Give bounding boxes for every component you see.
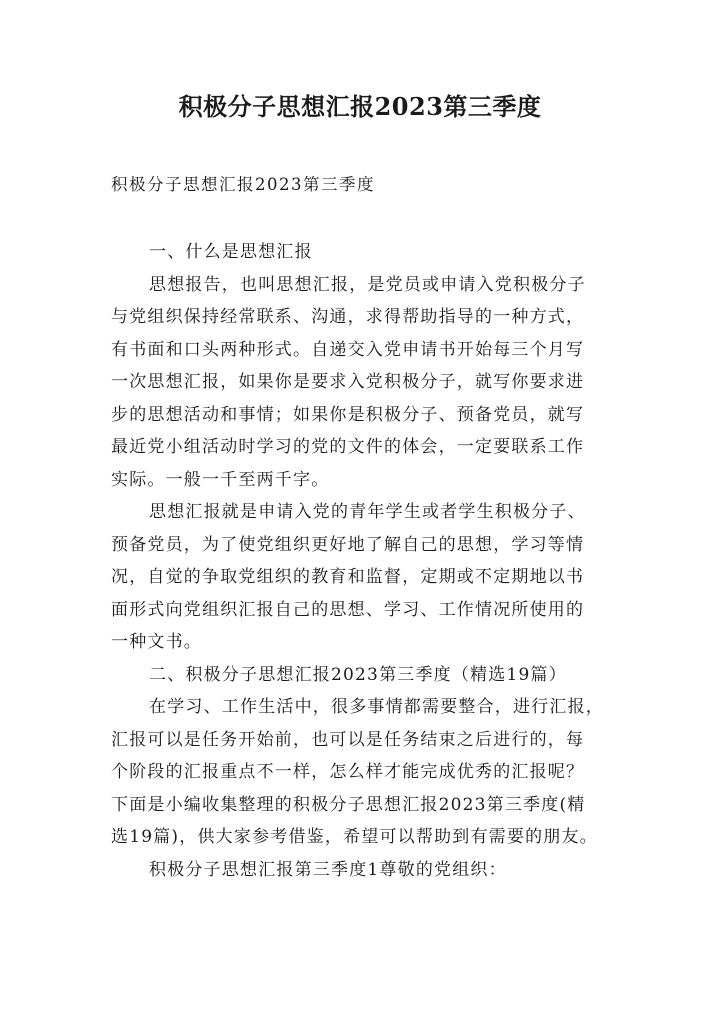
section-heading: 一、什么是思想汇报 <box>149 242 313 262</box>
section-heading: 二、积极分子思想汇报2023第三季度（精选19篇） <box>149 664 567 685</box>
paragraph-line: 步的思想活动和事情；如果你是积极分子、预备党员，就写 <box>111 404 585 425</box>
paragraph-line: 个阶段的汇报重点不一样，怎么样才能完成优秀的汇报呢？ <box>111 762 585 782</box>
paragraph-line: 一次思想汇报，如果你是要求入党积极分子，就写你要求进 <box>111 372 585 392</box>
paragraph-line: 最近党小组活动时学习的党的文件的体会，一定要联系工作 <box>111 437 585 457</box>
document-subtitle: 积极分子思想汇报2023第三季度 <box>111 175 375 194</box>
paragraph-line: 思想报告，也叫思想汇报，是党员或申请入党积极分子 <box>149 274 586 295</box>
paragraph-line: 一种文书。 <box>111 632 202 652</box>
document-title: 积极分子思想汇报2023第三季度 <box>178 92 542 121</box>
paragraph-line: 与党组织保持经常联系、沟通，求得帮助指导的一种方式， <box>111 307 585 327</box>
paragraph-line: 有书面和口头两种形式。自递交入党申请书开始每三个月写 <box>111 339 585 360</box>
paragraph-line: 面形式向党组织汇报自己的思想、学习、工作情况所使用的 <box>111 599 585 620</box>
paragraph-line: 思想汇报就是申请入党的青年学生或者学生积极分子、 <box>149 502 586 522</box>
paragraph-line: 选19篇)，供大家参考借鉴，希望可以帮助到有需要的朋友。 <box>111 827 598 847</box>
paragraph-line: 积极分子思想汇报第三季度1尊敬的党组织： <box>149 859 507 880</box>
paragraph-line: 实际。一般一千至两千字。 <box>111 469 330 490</box>
paragraph-line: 汇报可以是任务开始前，也可以是任务结束之后进行的，每 <box>111 729 585 750</box>
paragraph-line: 下面是小编收集整理的积极分子思想汇报2023第三季度(精 <box>111 794 586 815</box>
paragraph-line: 预备党员，为了使党组织更好地了解自己的思想，学习等情 <box>111 534 585 555</box>
paragraph-line: 在学习、工作生活中，很多事情都需要整合，进行汇报， <box>149 697 604 717</box>
document-body <box>111 236 631 886</box>
paragraph-line: 况，自觉的争取党组织的教育和监督，定期或不定期地以书 <box>111 567 585 587</box>
